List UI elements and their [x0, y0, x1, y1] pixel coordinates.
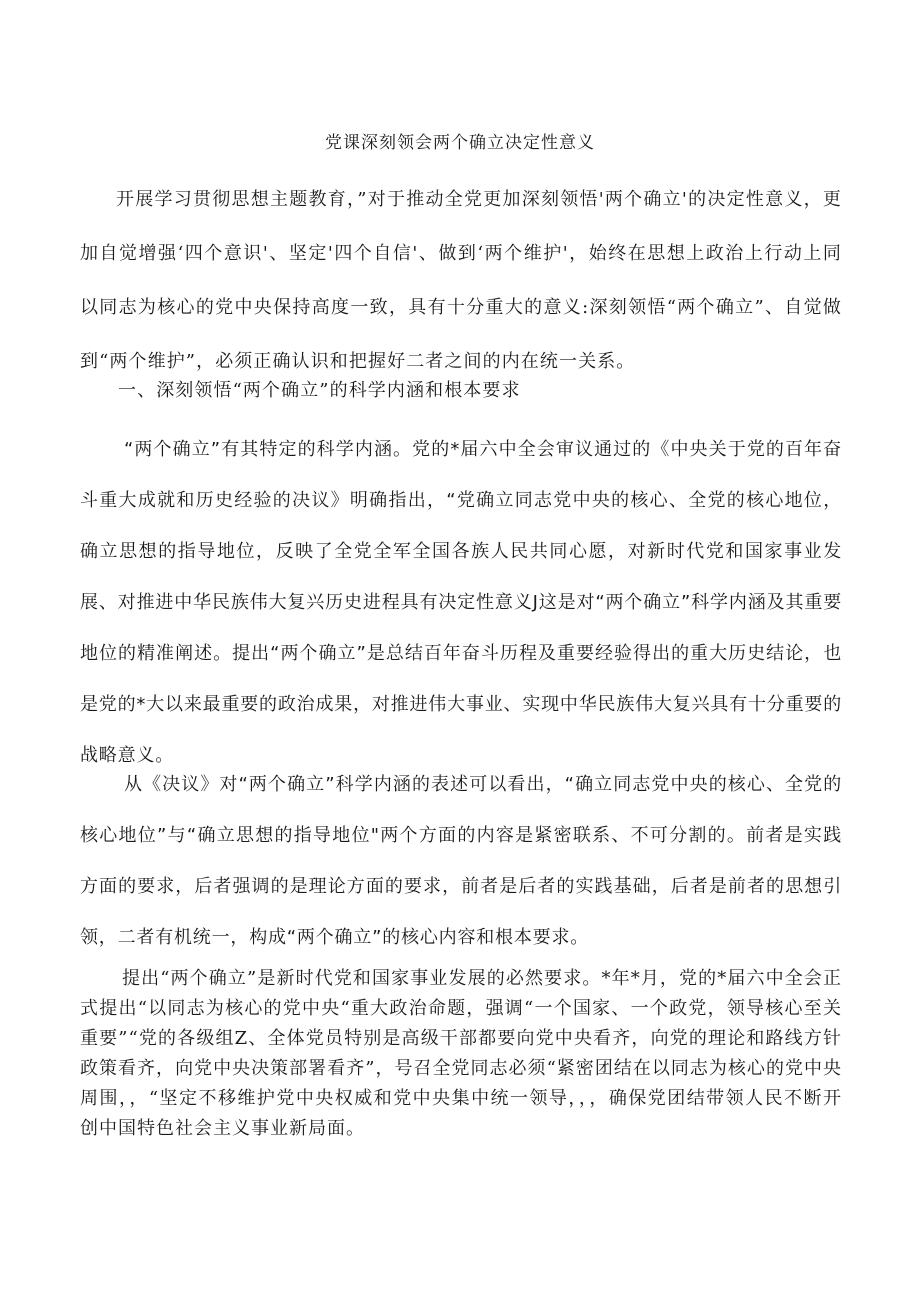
- section-heading: 一、深刻领悟“两个确立”的科学内涵和根本要求: [118, 380, 521, 401]
- paragraph-resolution: 从《决议》对“两个确立”科学内涵的表述可以看出，“确立同志党中央的核心、全党的核心地位”与“确立思想的指导地位"两个方面的内容是紧密联系、不可分割的。前者是实践方面的要求，后者强调的是理论方面的要求，前者是后者的实践基础，后者是前者的思想引领，二者有机统一，构成“两个确立”的核心内容和根本要求。: [80, 774, 842, 948]
- paragraph-connotation: “两个确立”有其特定的科学内涵。党的*届六中全会审议通过的《中央关于党的百年奋斗重大成就和历史经验的决议》明确指出，“党确立同志党中央的核心、全党的核心地位，确立思想的指导地位，反映了全党全军全国各族人民共同心愿，对新时代党和国家事业发展、对推进中华民族伟大复兴历史进程具有决定性意义J这是对“两个确立”科学内涵及其重要地位的精准阐述。提出“两个确立”是总结百年奋斗历程及重要经验得出的重大历史结论，也是党的*大以来最重要的政治成果，对推进伟大事业、实现中华民族伟大复兴具有十分重要的战略意义。: [80, 439, 842, 766]
- paragraph-requirement: 提出“两个确立”是新时代党和国家事业发展的必然要求。*年*月，党的*届六中全会正式提出“以同志为核心的党中央“重大政治命题，强调“一个国家、一个政党，领导核心至关重要”“党的各级组Z、全体党员特别是高级干部都要向党中央看齐，向党的理论和路线方针政策看齐，向党中央决策部署看齐”，号召全党同志必须“紧密团结在以同志为核心的党中央周围，，“坚定不移维护党中央权威和党中央集中统一领导，，，确保党团结带领人民不断开创中国特色社会主义事业新局面。: [80, 968, 842, 1139]
- paragraph-intro: 开展学习贯彻思想主题教育，”对于推动全党更加深刻领悟'两个确立'的决定性意义，更加自觉增强‘四个意识'、坚定'四个自信'、做到‘两个维护'，始终在思想上政治上行动上同以同志为核心的党中央保持高度一致，具有十分重大的意义:深刻领悟“两个确立”、自觉做到“两个维护”，必须正确认识和把握好二者之间的内在统一关系。: [80, 189, 842, 372]
- document-title: 党课深刻领会两个确立决定性意义: [325, 133, 595, 153]
